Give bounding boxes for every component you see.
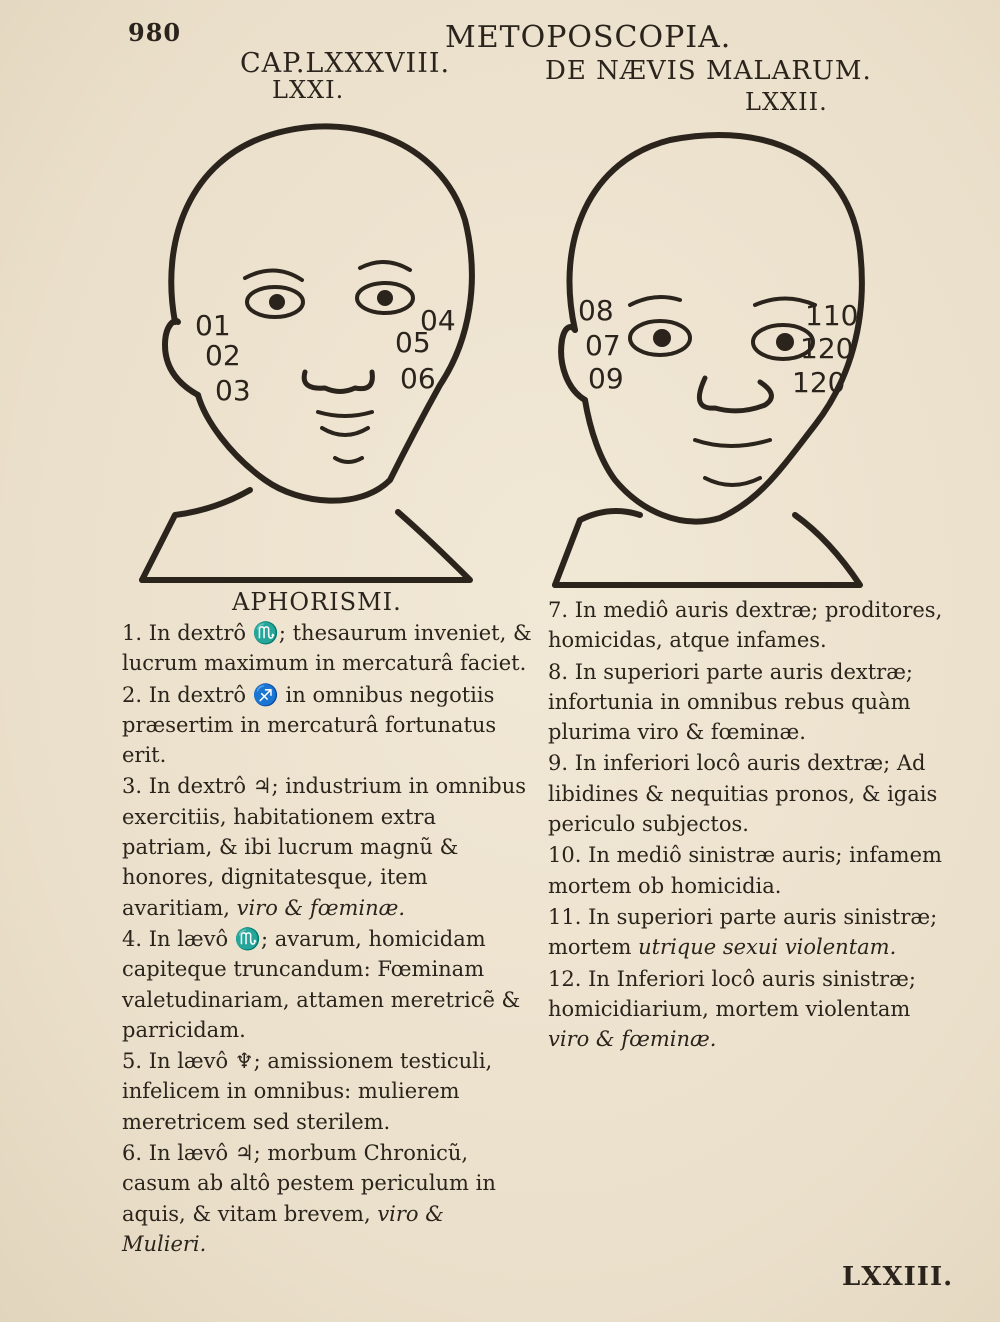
right-column (548, 595, 953, 1055)
left-column (122, 618, 532, 1260)
aphorism (122, 924, 532, 1045)
figure-label-right: LXXII. (745, 88, 828, 116)
aphorism (548, 840, 953, 901)
aphorism-text: 11. In superiori parte auris sinistræ; mortem (548, 904, 938, 960)
aphorism-text: 8. In superiori parte auris dextræ; infortunia in omnibus rebus quàm plurima viro & fœminæ. (548, 659, 914, 745)
aphorism-text: 10. In mediô sinistræ auris; infamem mortem ob homicidia. (548, 843, 942, 898)
mole-number: 110 (805, 299, 859, 332)
aphorism-italic-tail: viro & fœminæ. (548, 1027, 717, 1052)
aphorism (122, 771, 532, 922)
aphorism-italic-tail: viro & fœminæ. (236, 895, 406, 920)
page-number: 980 (128, 18, 182, 47)
aphorism (122, 1046, 532, 1137)
chapter-heading: CAP.LXXXVIII. (240, 48, 451, 79)
left-face-numbers (195, 304, 456, 407)
mole-number: 120 (800, 332, 854, 365)
mole-number: 02 (205, 339, 241, 372)
right-face-numbers (578, 294, 858, 399)
mole-number: 03 (215, 374, 251, 407)
aphorism (122, 1138, 532, 1259)
aphorism-italic-tail: viro & Mulieri. (122, 1201, 444, 1256)
catchword: LXXIII. (842, 1262, 954, 1292)
figure-label-left: LXXI. (272, 76, 345, 104)
aphorism (122, 680, 532, 771)
aphorism (548, 902, 953, 963)
mole-number: 05 (395, 326, 431, 359)
aphorism-text: 7. In mediô auris dextræ; proditores, homicidas, atque infames. (548, 598, 943, 653)
mole-number: 08 (578, 294, 614, 327)
aphorism-text: 3. In dextrô ♃; industrium in omnibus exercitiis, habitationem extra patriam, & ibi lucrum magnũ & honores, dignitatesque, item avaritiam, (122, 774, 527, 920)
aphorism (548, 595, 953, 656)
aphorism (548, 748, 953, 839)
mole-number: 04 (420, 304, 456, 337)
mole-number: 06 (400, 362, 436, 395)
mole-number: 120 (792, 366, 846, 399)
aphorism-text: 12. In Inferiori locô auris sinistræ; homicidiarium, mortem violentam (548, 966, 916, 1021)
woodcut-figures (0, 0, 1000, 600)
aphorism-text: 9. In inferiori locô auris dextræ; Ad libidines & nequitias pronos, & igais periculo subjectos. (548, 751, 938, 837)
aphorism (548, 964, 953, 1055)
aphorism (548, 657, 953, 748)
mole-number: 09 (588, 362, 624, 395)
aphorism-text: 1. In dextrô ♏; thesaurum inveniet, & lucrum maximum in mercaturâ faciet. (122, 621, 532, 676)
mole-number: 01 (195, 309, 231, 342)
aphorism (122, 618, 532, 679)
aphorisms-heading: APHORISMI. (232, 588, 402, 616)
aphorism-text: 2. In dextrô ♐ in omnibus negotiis præsertim in mercaturâ fortunatus erit. (122, 682, 497, 768)
section-title: DE NÆVIS MALARUM. (545, 56, 872, 86)
aphorism-italic-tail: utrique sexui violentam. (638, 935, 897, 960)
running-head: METOPOSCOPIA. (445, 20, 732, 55)
aphorism-text: 6. In lævô ♃; morbum Chronicũ, casum ab altô pestem periculum in aquis, & vitam brevem, (122, 1141, 496, 1226)
mole-number: 07 (585, 329, 621, 362)
aphorism-text: 4. In lævô ♏; avarum, homicidam capiteque truncandum: Fœminam valetudinariam, attamen meretricẽ & parricidam. (122, 926, 521, 1042)
aphorism-text: 5. In lævô ♆; amissionem testiculi, infelicem in omnibus: mulierem meretricem sed sterilem. (122, 1049, 493, 1134)
